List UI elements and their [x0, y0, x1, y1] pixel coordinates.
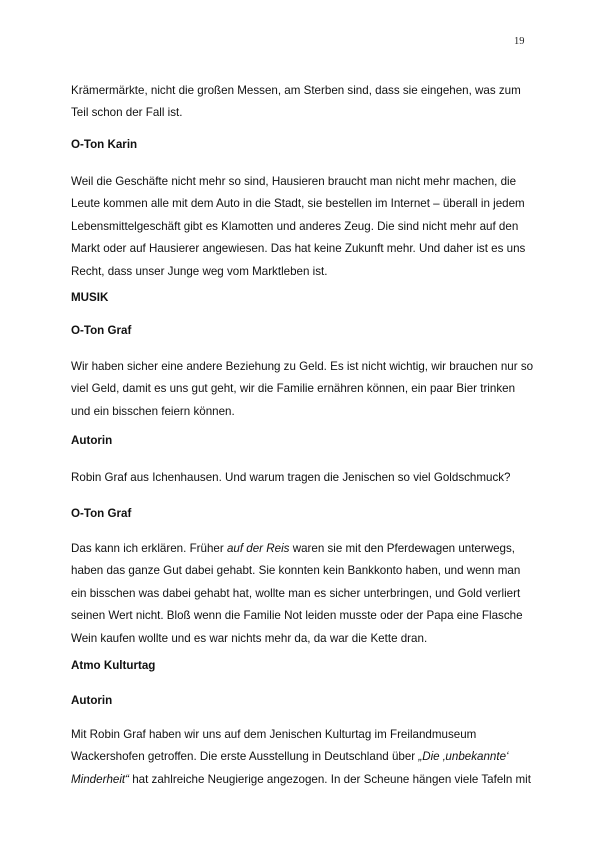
text-run: Wackershofen getroffen. Die erste Ausstellung in Deutschland über: [71, 750, 419, 764]
text-line: und ein bisschen feiern können.: [71, 404, 235, 418]
text-line: Krämermärkte, nicht die großen Messen, am Sterben sind, dass sie eingehen, was zum: [71, 84, 521, 97]
text-run-italic: Minderheit“: [71, 772, 129, 786]
text-line: Robin Graf aus Ichenhausen. Und warum tragen die Jenischen so viel Goldschmuck?: [71, 471, 511, 484]
text-line: Leute kommen alle mit dem Auto in die Stadt, sie bestellen im Internet – überall in jedem: [71, 197, 525, 211]
text-run: Das kann ich erklären. Früher: [71, 542, 227, 555]
text-line: haben das ganze Gut dabei gehabt. Sie konnten kein Bankkonto haben, und wenn man: [71, 564, 521, 578]
text-line: Mit Robin Graf haben wir uns auf dem Jenischen Kulturtag im Freilandmuseum: [71, 728, 477, 741]
text-line: [71, 769, 535, 791]
section-heading: Atmo Kulturtag: [71, 659, 156, 672]
text-line: Wein kaufen wollte und es war nichts mehr da, da war die Kette dran.: [71, 631, 428, 645]
text-line: ein bisschen was dabei gehabt hat, wollte man es sicher unterbringen, und Gold verliert: [71, 586, 521, 600]
text-line: Lebensmittelgeschäft gibt es Klamotten und anderes Zeug. Die sind nicht mehr auf den: [71, 219, 519, 233]
text-line: viel Geld, damit es uns gut geht, wir die Familie ernähren können, ein paar Bier trinken: [71, 382, 516, 396]
speaker-heading: O-Ton Graf: [71, 507, 132, 520]
text-line: Weil die Geschäfte nicht mehr so sind, Hausieren braucht man nicht mehr machen, die: [71, 175, 517, 188]
text-line: [71, 538, 535, 560]
text-line: Recht, dass unser Junge weg vom Marktleben ist.: [71, 264, 328, 278]
paragraph: [71, 171, 535, 283]
text-run: hat zahlreiche Neugierige angezogen. In der Scheune hängen viele Tafeln mit: [129, 772, 531, 786]
paragraph: [71, 467, 535, 489]
text-line: Teil schon der Fall ist.: [71, 106, 183, 120]
paragraph: [71, 80, 535, 125]
text-run-italic: auf der Reis: [226, 542, 290, 555]
text-line: Wir haben sicher eine andere Beziehung zu Geld. Es ist nicht wichtig, wir brauchen nur so: [71, 360, 534, 373]
section-heading: MUSIK: [71, 291, 109, 304]
text-line: seinen Wert nicht. Bloß wenn die Familie Not leiden musste oder der Papa eine Flasche: [71, 609, 523, 623]
text-run-italic: „Die ‚unbekannte‘: [418, 750, 509, 764]
page-number: 19: [514, 36, 525, 47]
speaker-heading: Autorin: [71, 434, 113, 447]
paragraph: [71, 356, 535, 423]
paragraph: [71, 538, 535, 650]
text-run: waren sie mit den Pferdewagen unterwegs,: [289, 542, 516, 555]
text-line: [71, 746, 535, 768]
paragraph: [71, 724, 535, 791]
speaker-heading: O-Ton Karin: [71, 138, 138, 151]
speaker-heading: Autorin: [71, 694, 113, 707]
speaker-heading: O-Ton Graf: [71, 324, 132, 337]
text-line: Markt oder auf Hausierer angewiesen. Das hat keine Zukunft mehr. Und daher ist es uns: [71, 242, 526, 256]
